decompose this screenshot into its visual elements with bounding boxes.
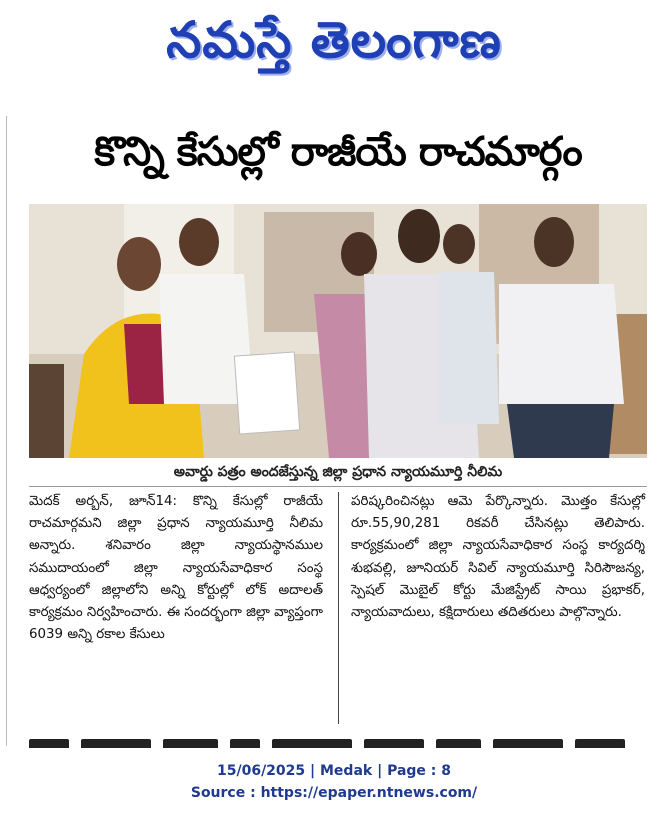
article-column-right	[351, 491, 645, 624]
edition-info: 15/06/2025 | Medak | Page : 8	[216, 763, 452, 779]
article-body-right: పరిష్కరించినట్లు ఆమె పేర్కొన్నారు. మొత్తం కేసుల్లో రూ.55,90,281 రికవరీ చేసినట్లు తెలిపారు. కార్యక్రమంలో జిల్లా న్యాయసేవాధికార సంస్థ కార్యదర్శి శుభవల్లి, జూనియర్ సివిల్ న్యాయమూర్తి సిరిసౌజన్య, స్పెషల్ మొబైల్ కోర్టు మేజిస్ట్రేట్ సాయి ప్రభాకర్, న్యాయవాదులు, కక్షిదారులు తదితరులు పాల్గొన్నారు.	[351, 494, 645, 621]
clipping-edge	[6, 116, 7, 746]
column-divider	[338, 492, 339, 724]
article-body-left: మెదక్ అర్బన్, జూన్14: కొన్ని కేసుల్లో రాజీయే రాచమార్గమని జిల్లా ప్రధాన న్యాయమూర్తి నీలిమ అన్నారు. శనివారం జిల్లా న్యాయస్థానముల సముదాయంలో జిల్లా న్యాయసేవాధికార సంస్థ ఆధ్వర్యంలో జిల్లాలోని అన్ని కోర్టుల్లో లోక్ అదాలత్ కార్యక్రమం నిర్వహించారు. ఈ సందర్భంగా జిల్లా వ్యాప్తంగా 6039 అన్ని రకాల కేసులు	[29, 494, 323, 643]
news-clipping	[29, 104, 647, 748]
caption-divider	[29, 486, 647, 487]
news-photo-illustration	[29, 204, 647, 458]
article-column-left	[29, 491, 323, 646]
source-link[interactable]: Source : https://epaper.ntnews.com/	[190, 785, 478, 801]
cut-off-next-headline	[29, 736, 647, 748]
newspaper-title: నమస్తే తెలంగాణ	[166, 10, 502, 69]
masthead	[0, 0, 668, 92]
photo-caption: అవార్డు పత్రం అందజేస్తున్న జిల్లా ప్రధాన న్యాయమూర్తి నీలిమ	[173, 463, 503, 480]
news-photo	[29, 204, 647, 458]
page-footer	[0, 760, 668, 804]
article-headline: కొన్ని కేసుల్లో రాజీయే రాచమార్గం	[94, 129, 582, 175]
